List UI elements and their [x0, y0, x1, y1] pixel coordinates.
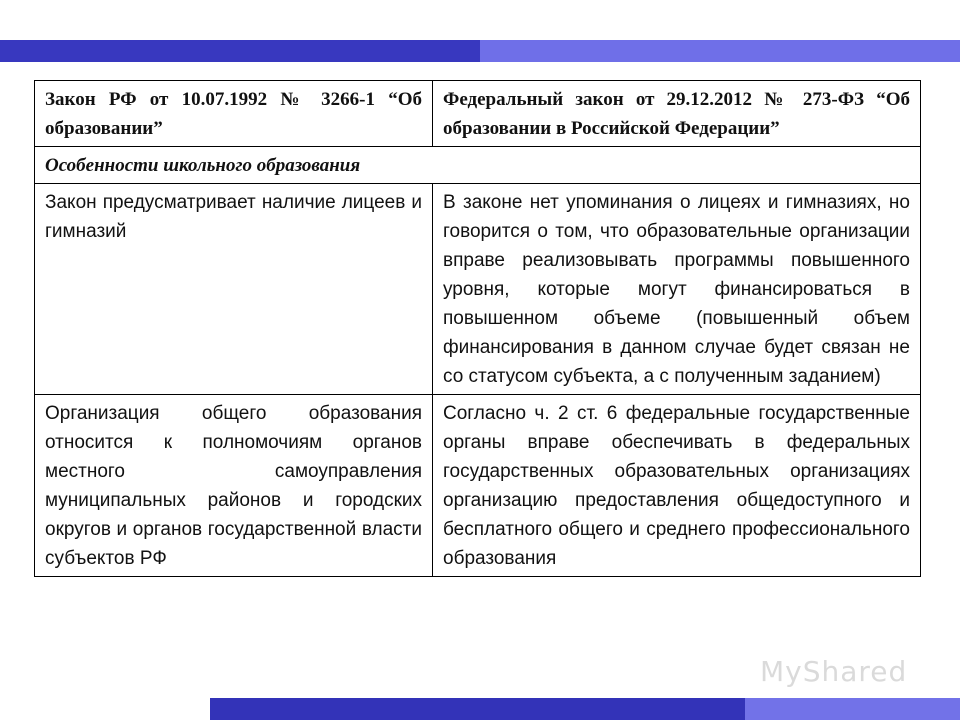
- table-header-row: [35, 81, 921, 147]
- table-row: [35, 184, 921, 395]
- table-row: [35, 395, 921, 577]
- watermark: MyShared: [760, 655, 908, 688]
- bottom-decor-band-light: [745, 698, 960, 720]
- header-cell-old-law: Закон РФ от 10.07.1992 № 3266-1 “Об образовании”: [35, 81, 433, 147]
- row-2-old-law: Организация общего образования относится к полномочиям органов местного самоуправления муниципальных районов и городских округов и органов государственной власти субъектов РФ: [35, 395, 433, 577]
- section-row: [35, 147, 921, 184]
- section-title: Особенности школьного образования: [35, 147, 921, 184]
- law-comparison-table: [34, 80, 921, 577]
- row-1-old-law: Закон предусматривает наличие лицеев и гимназий: [35, 184, 433, 395]
- row-1-new-law: В законе нет упоминания о лицеях и гимназиях, но говорится о том, что образовательные организации вправе реализовывать программы повышенного уровня, которые могут финансироваться в повышенном объеме (повышенный объем финансирования в данном случае будет связан не со статусом субъекта, а с полученным заданием): [433, 184, 921, 395]
- top-decor-band-dark: [0, 40, 480, 62]
- row-2-new-law: Согласно ч. 2 ст. 6 федеральные государственные органы вправе обеспечивать в федеральных государственных образовательных организациях организацию предоставления общедоступного и бесплатного общего и среднего профессионального образования: [433, 395, 921, 577]
- header-cell-new-law: Федеральный закон от 29.12.2012 № 273-ФЗ “Об образовании в Российской Федерации”: [433, 81, 921, 147]
